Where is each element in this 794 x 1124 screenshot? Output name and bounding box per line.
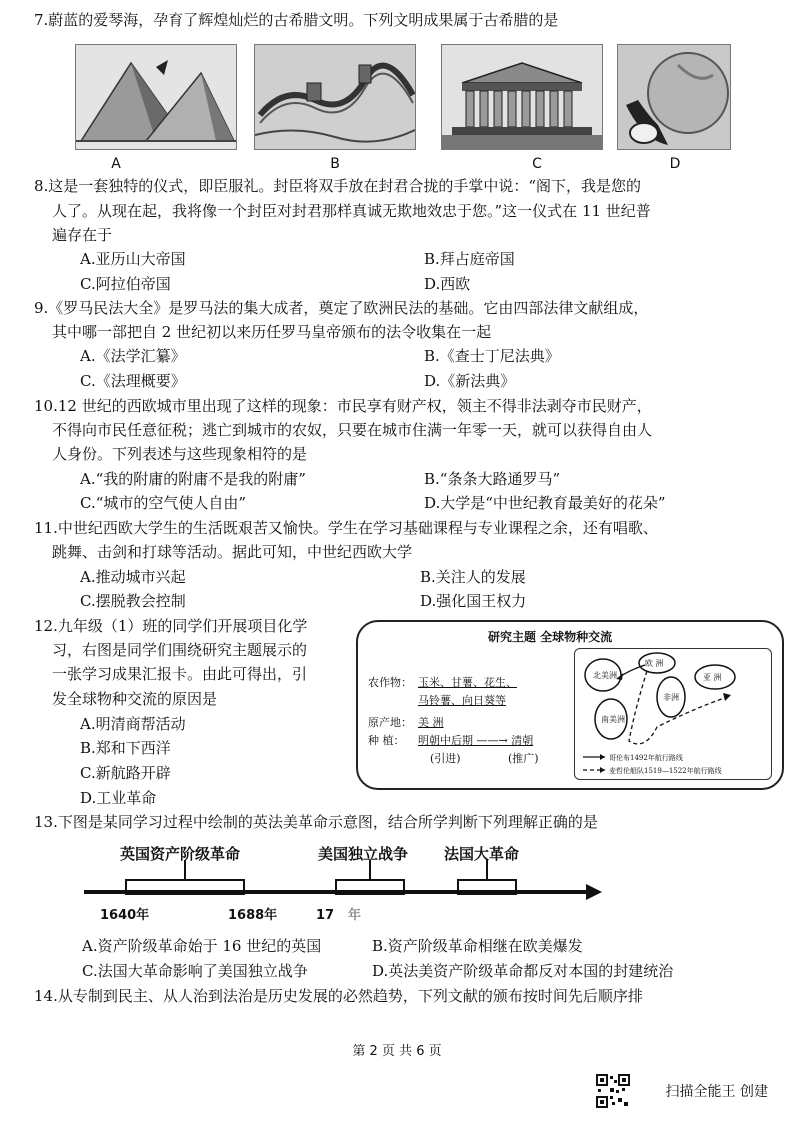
q9-option-c: C.《法理概要》 — [80, 372, 186, 390]
q12-option-b: B.郑和下西洋 — [80, 739, 171, 757]
card-plant-label: 种 植： — [368, 734, 405, 747]
q12-line-4: 发全球物种交流的原因是 — [52, 690, 218, 708]
q9-option-a: A.《法学汇纂》 — [80, 347, 186, 365]
q8-option-c: C.阿拉伯帝国 — [80, 275, 171, 293]
card-origin-value: 美 洲 — [418, 716, 444, 729]
map-label-europe: 欧 洲 — [645, 659, 664, 668]
card-intro-label: (引进) — [430, 752, 461, 765]
map-label-north-america: 北美洲 — [593, 671, 617, 680]
q9-option-d: D.《新法典》 — [424, 372, 516, 390]
q12-line-2: 习，右图是同学们围绕研究主题展示的 — [52, 641, 308, 659]
q13-option-d: D.英法美资产阶级革命都反对本国的封建统治 — [372, 962, 674, 980]
world-map — [574, 648, 772, 780]
card-crops-label: 农作物： — [368, 676, 412, 689]
q14-stem: 14.从专制到民主、从人治到法治是历史发展的必然趋势，下列文献的颁布按时间先后顺序排 — [34, 987, 643, 1005]
q8-line-1: 8.这是一套独特的仪式，即臣服礼。封臣将双手放在封君合拢的手掌中说：“阁下，我是您的 — [34, 177, 641, 195]
parthenon-image — [441, 44, 603, 150]
q11-line-2: 跳舞、击剑和打球等活动。据此可知，中世纪西欧大学 — [52, 543, 413, 561]
q12-option-d: D.工业革命 — [80, 789, 157, 807]
q10-line-1: 10.12 世纪的西欧城市里出现了这样的现象：市民享有财产权，领主不得非法剥夺市民财产， — [34, 397, 652, 415]
q11-line-1: 11.中世纪西欧大学生的生活既艰苦又愉快。学生在学习基础课程与专业课程之余，还有唱歌、 — [34, 519, 658, 537]
scanner-watermark: 扫描全能王 创建 — [665, 1084, 768, 1100]
q10-option-c: C.“城市的空气使人自由” — [80, 494, 247, 512]
q9-line-2: 其中哪一部把自 2 世纪初以来历任罗马皇帝颁布的法令收集在一起 — [52, 323, 492, 341]
q12-line-3: 一张学习成果汇报卡。由此可得出，引 — [52, 665, 308, 683]
timeline-year-1640: 1640年 — [100, 908, 150, 923]
q12-option-a: A.明清商帮活动 — [80, 715, 186, 733]
timeline-label-american: 美国独立战争 — [318, 845, 409, 863]
q10-line-2: 不得向市民任意征税；逃亡到城市的农奴，只要在城市住满一年零一天，就可以获得自由人 — [52, 421, 653, 439]
map-label-africa: 非洲 — [663, 693, 679, 702]
card-origin-label: 原产地： — [368, 716, 412, 729]
q10-option-a: A.“我的附庸的附庸不是我的附庸” — [80, 470, 306, 488]
card-plant-value: 明朝中后期 ——→ 清朝 — [418, 734, 534, 747]
option-label-a: A — [111, 156, 121, 172]
great-wall-image — [254, 44, 416, 150]
q12-line-1: 12.九年级（1）班的同学们开展项目化学 — [34, 617, 308, 635]
q8-line-3: 遍存在于 — [52, 226, 113, 244]
q11-option-b: B.关注人的发展 — [420, 568, 526, 586]
revolution-timeline — [80, 838, 620, 928]
q13-option-c: C.法国大革命影响了美国独立战争 — [82, 962, 308, 980]
timeline-year-blurred: 年 — [348, 908, 362, 923]
timeline-year-fragment: 17 — [316, 908, 335, 923]
research-report-card — [356, 620, 784, 790]
q8-option-d: D.西欧 — [424, 275, 471, 293]
timeline-year-1688: 1688年 — [228, 908, 278, 923]
q10-option-b: B.“条条大路通罗马” — [424, 470, 561, 488]
q9-line-1: 9.《罗马民法大全》是罗马法的集大成者，奠定了欧洲民法的基础。它由四部法律文献组成， — [34, 299, 649, 317]
q11-option-a: A.推动城市兴起 — [80, 568, 186, 586]
q11-option-d: D.强化国王权力 — [420, 592, 527, 610]
map-legend-columbus: 哥伦布1492年航行路线 — [609, 754, 683, 762]
option-label-d: D — [669, 156, 681, 172]
q13-option-a: A.资产阶级革命始于 16 世纪的英国 — [82, 937, 322, 955]
timeline-label-french: 法国大革命 — [444, 845, 520, 863]
pyramids-image — [75, 44, 237, 150]
astrolabe-image — [617, 44, 731, 150]
map-legend-magellan: 麦哲伦船队1519—1522年航行路线 — [609, 767, 722, 775]
q11-option-c: C.摆脱教会控制 — [80, 592, 186, 610]
q10-option-d: D.大学是“中世纪教育最美好的花朵” — [424, 494, 666, 512]
q7-stem: 7.蔚蓝的爱琴海，孕育了辉煌灿烂的古希腊文明。下列文明成果属于古希腊的是 — [34, 11, 559, 29]
map-label-asia: 亚 洲 — [703, 673, 722, 682]
card-title: 研究主题 全球物种交流 — [488, 630, 613, 644]
option-label-c: C — [532, 156, 542, 172]
map-label-south-america: 南美洲 — [601, 715, 625, 724]
q9-option-b: B.《查士丁尼法典》 — [424, 347, 560, 365]
timeline-label-english: 英国资产阶级革命 — [120, 845, 241, 863]
q13-stem: 13.下图是某同学习过程中绘制的英法美革命示意图，结合所学判断下列理解正确的是 — [34, 813, 598, 831]
option-label-b: B — [330, 156, 340, 172]
q10-line-3: 人身份。下列表述与这些现象相符的是 — [52, 445, 308, 463]
q8-option-b: B.拜占庭帝国 — [424, 250, 515, 268]
q8-option-a: A.亚历山大帝国 — [80, 250, 186, 268]
card-crops-line-2: 马铃薯、向日葵等 — [418, 694, 506, 707]
qr-code-icon — [596, 1074, 630, 1108]
q8-line-2: 人了。从现在起，我将像一个封臣对封君那样真诚无欺地效忠于您。”这一仪式在 11 世纪普 — [52, 202, 651, 220]
page-number: 第 2 页 共 6 页 — [352, 1044, 442, 1059]
card-crops-line-1: 玉米、甘薯、花生、 — [418, 676, 517, 689]
q13-option-b: B.资产阶级革命相继在欧美爆发 — [372, 937, 583, 955]
q12-option-c: C.新航路开辟 — [80, 764, 171, 782]
card-promote-label: (推广) — [508, 752, 539, 765]
